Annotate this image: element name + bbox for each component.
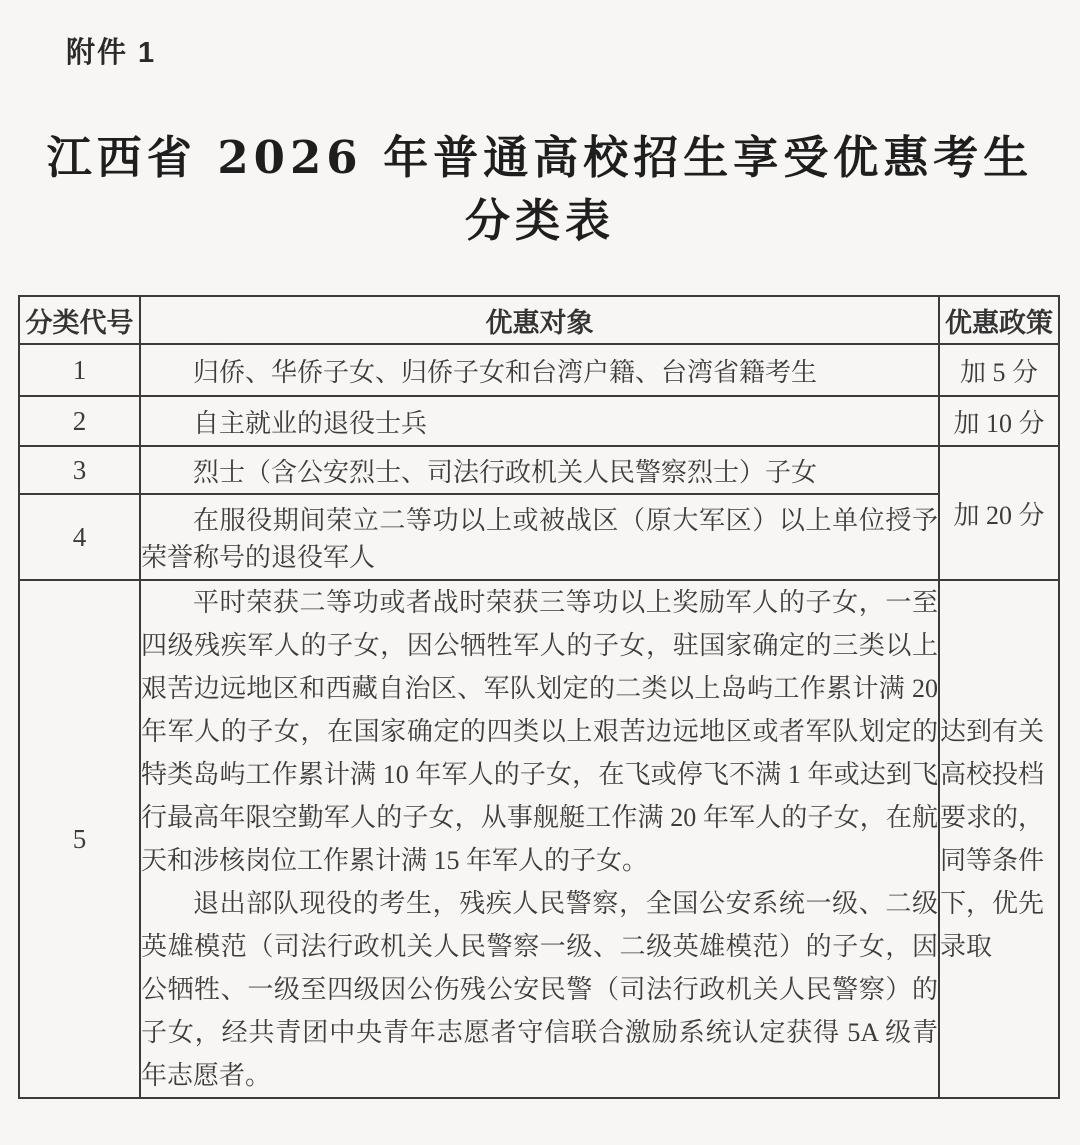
- document-title-line-1: 江西省 2026 年普通高校招生享受优惠考生: [46, 131, 1034, 184]
- code-cell: 1: [19, 344, 140, 396]
- table-row: [19, 446, 1059, 494]
- policy-cell: 加 5 分: [939, 344, 1059, 396]
- table-row: [19, 580, 1059, 1098]
- target-cell: [140, 580, 939, 1098]
- table-header-row: [19, 296, 1059, 344]
- document-title: [0, 126, 1080, 252]
- code-cell: 4: [19, 494, 140, 580]
- target-text: 在服役期间荣立二等功以上或被战区（原大军区）以上单位授予荣誉称号的退役军人: [141, 506, 938, 572]
- attachment-label: 附件 1: [66, 37, 157, 69]
- header-cell-preference-policy: 优惠政策: [939, 296, 1059, 344]
- target-paragraph-2: 退出部队现役的考生，残疾人民警察，全国公安系统一级、二级英雄模范（司法行政机关人民警察一级、二级英雄模范）的子女，因公牺牲、一级至四级因公伤残公安民警（司法行政机关人民警察）的子女，经共青团中央青年志愿者守信联合激励系统认定获得 5A 级青年志愿者。: [141, 889, 938, 1090]
- target-paragraph-1: 平时荣获二等功或者战时荣获三等功以上奖励军人的子女，一至四级残疾军人的子女，因公牺牲军人的子女，驻国家确定的三类以上艰苦边远地区和西藏自治区、军队划定的二类以上岛屿工作累计满 20 年军人的子女，在国家确定的四类以上艰苦边远地区或者军队划定的特类岛屿工作累计满 10 年军人的子女，在飞或停飞不满 1 年或达到飞行最高年限空勤军人的子女，从事舰艇工作满 20 年军人的子女，在航天和涉核岗位工作累计满 15 年军人的子女。: [141, 588, 938, 875]
- header-cell-preference-target: 优惠对象: [140, 296, 939, 344]
- policy-cell-merged: 加 20 分: [939, 446, 1059, 580]
- target-cell: [140, 344, 939, 396]
- policy-cell: 加 10 分: [939, 396, 1059, 446]
- target-cell: [140, 446, 939, 494]
- table-row: [19, 396, 1059, 446]
- target-text: 归侨、华侨子女、归侨子女和台湾户籍、台湾省籍考生: [193, 357, 818, 387]
- code-cell: 3: [19, 446, 140, 494]
- target-cell: [140, 494, 939, 580]
- target-text: 烈士（含公安烈士、司法行政机关人民警察烈士）子女: [193, 457, 818, 487]
- policy-cell: 达到有关高校投档要求的，同等条件下，优先录取: [939, 580, 1059, 1098]
- code-cell: 5: [19, 580, 140, 1098]
- target-cell: [140, 396, 939, 446]
- table-row: [19, 494, 1059, 580]
- document-title-line-2: 分类表: [464, 194, 615, 247]
- header-cell-category-code: 分类代号: [19, 296, 140, 344]
- table-row: [19, 344, 1059, 396]
- target-text: 自主就业的退役士兵: [193, 408, 428, 438]
- code-cell: 2: [19, 396, 140, 446]
- preference-categories-table: [18, 295, 1060, 1099]
